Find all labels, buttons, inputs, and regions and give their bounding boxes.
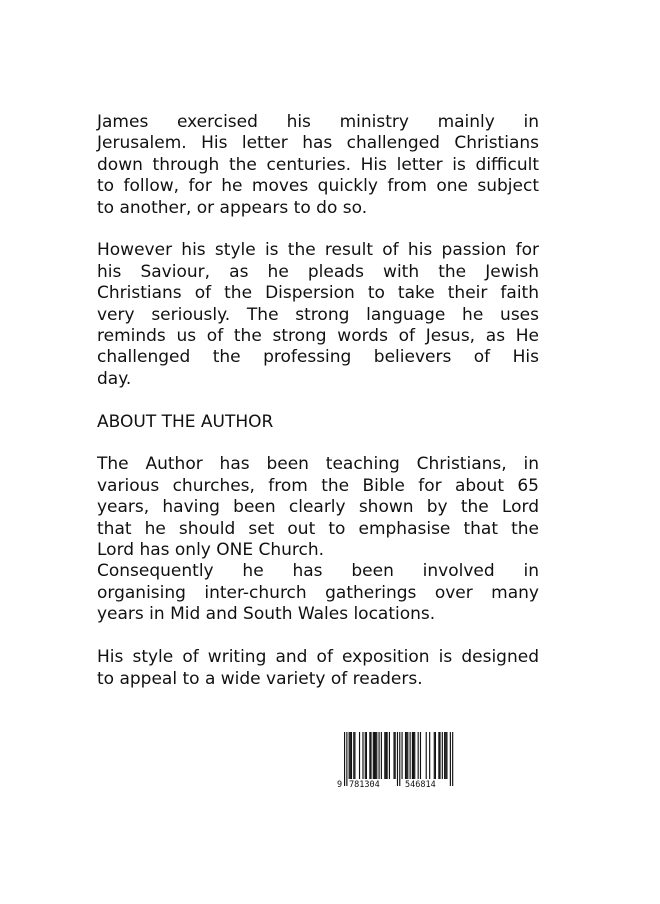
- author-paragraph: [97, 454, 539, 625]
- intro-paragraph: [97, 112, 539, 219]
- style-paragraph: [97, 240, 539, 390]
- barcode-bar: [442, 732, 443, 779]
- barcode-bar: [369, 732, 370, 779]
- barcode-bar: [384, 732, 385, 779]
- barcode-bar: [444, 732, 445, 779]
- text-line: to appeal to a wide variety of readers.: [97, 668, 423, 689]
- barcode-bar: [446, 732, 447, 779]
- barcode-bar: [426, 732, 427, 779]
- barcode-bar: [365, 732, 366, 779]
- barcode-guard-bar: [450, 732, 451, 786]
- barcode-bar: [374, 732, 375, 779]
- text-line: to follow, for he moves quickly from one subject: [97, 176, 539, 197]
- barcode-bar: [418, 732, 419, 779]
- isbn-barcode: [336, 732, 458, 792]
- text-line: Christians of the Dispersion to take their faith: [97, 283, 539, 304]
- barcode-guard-bar: [344, 732, 345, 786]
- barcode-first-digit: 9: [337, 780, 343, 790]
- text-line: However his style is the result of his passion for: [97, 240, 539, 261]
- barcode-bar: [445, 732, 446, 779]
- barcode-bar: [385, 732, 386, 779]
- barcode-guard-bar: [397, 732, 398, 786]
- writing-style-paragraph: [97, 647, 539, 690]
- barcode-bar: [402, 732, 403, 779]
- barcode-digits: [336, 779, 458, 792]
- barcode-bar: [379, 732, 380, 779]
- text-line: challenged the professing believers of His: [97, 347, 539, 368]
- barcode-bar: [410, 732, 411, 779]
- barcode-bar: [405, 732, 406, 779]
- barcode-bar: [438, 732, 439, 779]
- barcode-bar: [376, 732, 377, 779]
- barcode-guard-bar: [452, 732, 453, 786]
- barcode-bar: [389, 732, 390, 779]
- barcode-bar: [414, 732, 415, 779]
- barcode-bar: [359, 732, 360, 779]
- barcode-bar: [395, 732, 396, 779]
- barcode-bar: [375, 732, 376, 779]
- barcode-bar: [407, 732, 408, 779]
- barcode-bar: [429, 732, 430, 779]
- text-line: day.: [97, 368, 132, 389]
- text-line: organising inter-church gatherings over many: [97, 582, 539, 603]
- text-line: Jerusalem. His letter has challenged Christians: [97, 133, 539, 154]
- barcode-bar: [439, 732, 440, 779]
- barcode-bar: [370, 732, 371, 779]
- back-cover-text: [97, 112, 539, 711]
- text-line: very seriously. The strong language he uses: [97, 304, 539, 325]
- text-line: Consequently he has been involved in: [97, 561, 539, 582]
- text-line: James exercised his ministry mainly in: [97, 112, 539, 132]
- barcode-bar: [362, 732, 363, 779]
- barcode-bar: [413, 732, 414, 779]
- text-line: to another, or appears to do so.: [97, 197, 368, 218]
- text-line: Lord has only ONE Church.: [97, 540, 325, 561]
- barcode-right-group: 546814: [405, 780, 436, 790]
- barcode-left-group: 781304: [349, 780, 380, 790]
- text-line: years, having been clearly shown by the Lord: [97, 497, 539, 518]
- barcode-bar: [373, 732, 374, 779]
- barcode-bar: [350, 732, 351, 779]
- barcode-bar: [412, 732, 413, 779]
- barcode-bar: [366, 732, 367, 779]
- barcode-guard-bar: [346, 732, 347, 786]
- barcode-bar: [381, 732, 382, 779]
- barcode-bar: [353, 732, 354, 779]
- text-line: reminds us of the strong words of Jesus, as He: [97, 326, 539, 347]
- text-line: The Author has been teaching Christians, in: [97, 454, 539, 475]
- text-line: His style of writing and of exposition is designed: [97, 647, 539, 668]
- barcode-bar: [434, 732, 435, 779]
- text-line: years in Mid and South Wales locations.: [97, 604, 436, 625]
- text-line: that he should set out to emphasise that the: [97, 518, 539, 539]
- barcode-bar: [351, 732, 352, 779]
- barcode-bar: [406, 732, 407, 779]
- barcode-bar: [420, 732, 421, 779]
- text-line: various churches, from the Bible for about 65: [97, 475, 539, 496]
- barcode-bar: [393, 732, 394, 779]
- barcode-bar: [435, 732, 436, 779]
- text-line: down through the centuries. His letter is difficult: [97, 154, 539, 175]
- barcode-guard-bar: [399, 732, 400, 786]
- about-author-heading: ABOUT THE AUTHOR: [97, 411, 274, 432]
- barcode-bar: [387, 732, 388, 779]
- barcode-bars: [336, 732, 458, 786]
- barcode-bar: [354, 732, 355, 779]
- barcode-bar: [349, 732, 350, 779]
- text-line: his Saviour, as he pleads with the Jewish: [97, 261, 539, 282]
